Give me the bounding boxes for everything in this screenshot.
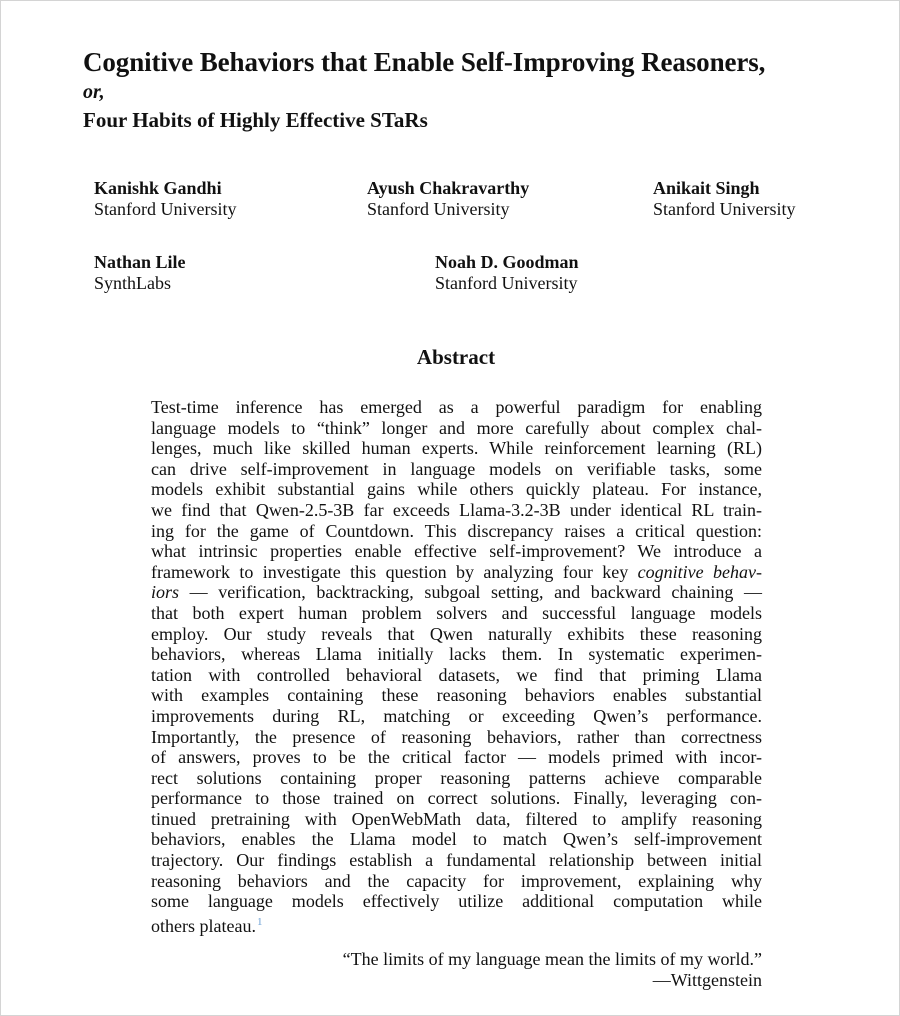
epigraph [151,949,762,991]
author-block [653,178,795,220]
abstract-line: tation with controlled behavioral datasets, we find that priming Llama [151,664,762,685]
abstract-line: that both expert human problem solvers and successful language models [151,602,762,623]
abstract-body [151,397,762,936]
abstract-line: what intrinsic properties enable effective self-improvement? We introduce a [151,541,762,562]
author-name: Kanishk Gandhi [94,178,222,198]
epigraph-quote: “The limits of my language mean the limits of my world.” [342,949,762,969]
abstract-line: tinued pretraining with OpenWebMath data, filtered to amplify reasoning [151,808,762,829]
author-name: Nathan Lile [94,252,186,272]
abstract-text: framework to investigate this question by analyzing four key [151,561,638,582]
abstract-text: others plateau. [151,915,256,936]
abstract-line: language models to “think” longer and more carefully about complex chal- [151,417,762,438]
author-block [435,252,579,294]
abstract-line: Importantly, the presence of reasoning behaviors, rather than correctness [151,726,762,747]
abstract-line: we find that Qwen-2.5-3B far exceeds Llama-3.2-3B under identical RL train- [151,499,762,520]
author-name: Noah D. Goodman [435,252,579,272]
author-name: Ayush Chakravarthy [367,178,530,198]
abstract-line: of answers, proves to be the critical factor — models primed with incor- [151,747,762,768]
emphasis-term: iors [151,582,180,603]
abstract-line [151,562,762,583]
author-affiliation: Stanford University [435,273,578,293]
abstract-line: with examples containing these reasoning behaviors enables substantial [151,685,762,706]
abstract-line: models exhibit substantial gains while others quickly plateau. For instance, [151,479,762,500]
paper-title-block [83,45,843,135]
author-block [94,178,236,220]
abstract-line: Test-time inference has emerged as a powerful paradigm for enabling [151,397,762,417]
abstract-heading: Abstract [416,345,496,369]
abstract-line [151,912,762,937]
abstract-line: rect solutions containing proper reasoning patterns achieve comparable [151,767,762,788]
title-connector: or, [83,81,105,103]
author-affiliation: Stanford University [94,199,237,219]
abstract-text: — verification, backtracking, subgoal setting, and backward chaining — [179,582,762,603]
abstract-line [151,582,762,603]
abstract-line: performance to those trained on correct solutions. Finally, leveraging con- [151,788,762,809]
abstract-line: some language models effectively utilize additional computation while [151,891,762,912]
paper-subtitle: Four Habits of Highly Effective STaRs [83,108,428,132]
author-block [94,252,186,294]
abstract-line: reasoning behaviors and the capacity for improvement, explaining why [151,870,762,891]
epigraph-attribution: —Wittgenstein [652,970,762,990]
author-affiliation: Stanford University [653,199,796,219]
abstract-line: trajectory. Our findings establish a fundamental relationship between initial [151,850,762,871]
abstract-line: behaviors, enables the Llama model to match Qwen’s self-improvement [151,829,762,850]
author-affiliation: SynthLabs [94,273,172,293]
footnote-link[interactable]: 1 [256,915,263,928]
author-affiliation: Stanford University [367,199,510,219]
abstract-line: improvements during RL, matching or exceeding Qwen’s performance. [151,705,762,726]
author-block [367,178,529,220]
abstract-line: behaviors, whereas Llama initially lacks them. In systematic experimen- [151,644,762,665]
abstract-line: employ. Our study reveals that Qwen naturally exhibits these reasoning [151,623,762,644]
abstract-line: ing for the game of Countdown. This discrepancy raises a critical question: [151,520,762,541]
abstract-line: can drive self-improvement in language models on verifiable tasks, some [151,458,762,479]
author-name: Anikait Singh [653,178,760,198]
emphasis-term: cognitive behav- [637,561,762,582]
paper-title: Cognitive Behaviors that Enable Self-Improving Reasoners, [83,47,766,77]
abstract-line: lenges, much like skilled human experts. While reinforcement learning (RL) [151,438,762,459]
